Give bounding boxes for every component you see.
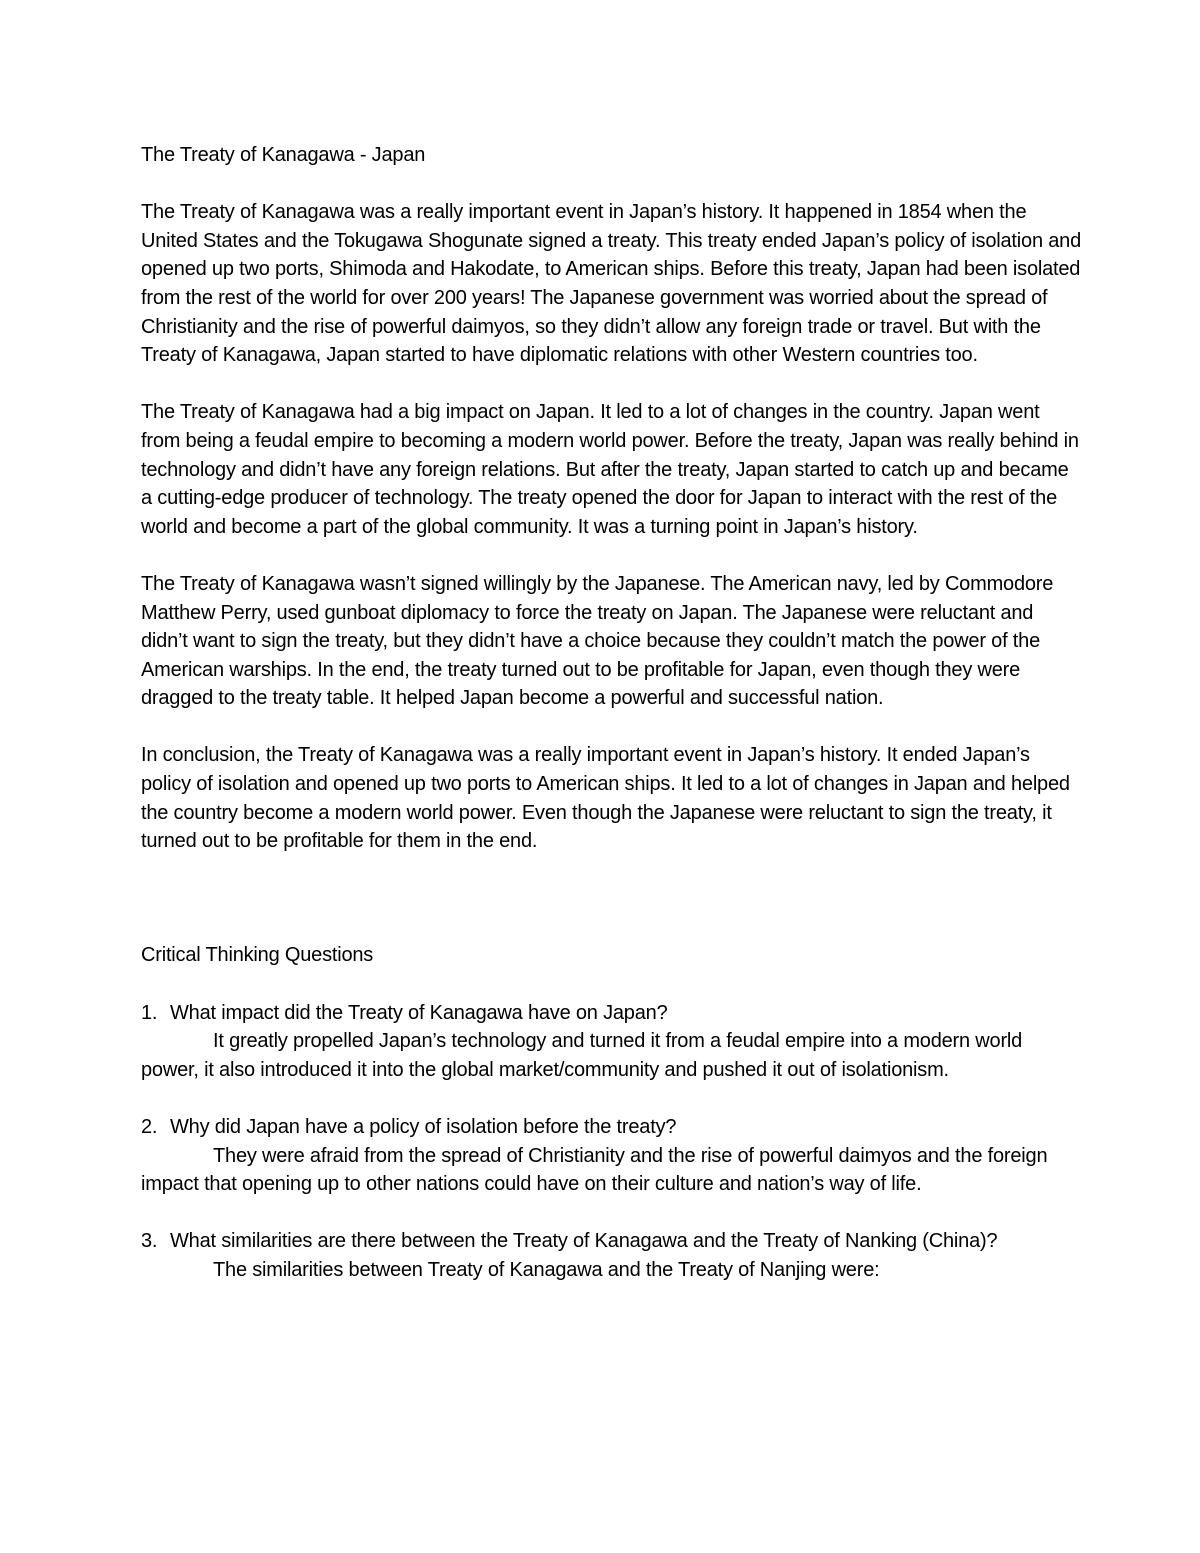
question-number: 3. — [141, 1230, 158, 1253]
question-text: What similarities are there between the Treaty of Kanagawa and the Treaty of Nanking (China)? — [170, 1230, 998, 1253]
document-body — [141, 141, 1081, 1313]
question-number: 1. — [141, 1001, 158, 1024]
section-spacer — [141, 884, 1081, 941]
paragraph-intro: The Treaty of Kanagawa was a really important event in Japan’s history. It happened in 1854 when the United States and the Tokugawa Shogunate signed a treaty. This treaty ended Japan’s policy of isolation and opened up two ports, Shimoda and Hakodate, to American ships. Before this treaty, Japan had been isolated from the rest of the world for over 200 years! The Japanese government was worried about the spread of Christianity and the rise of powerful daimyos, so they didn’t allow any foreign trade or travel. But with the Treaty of Kanagawa, Japan started to have diplomatic relations with other Western countries too. — [141, 201, 1081, 367]
question-item-3 — [141, 1227, 1081, 1284]
paragraph-impact: The Treaty of Kanagawa had a big impact on Japan. It led to a lot of changes in the country. Japan went from being a feudal empire to becoming a modern world power. Before the treaty, Japan was really behind in technology and didn’t have any foreign relations. But after the treaty, Japan started to catch up and became a cutting-edge producer of technology. The treaty opened the door for Japan to interact with the rest of the world and become a part of the global community. It was a turning point in Japan’s history. — [141, 401, 1079, 538]
paragraph-signing: The Treaty of Kanagawa wasn’t signed willingly by the Japanese. The American navy, led by Commodore Matthew Perry, used gunboat diplomacy to force the treaty on Japan. The Japanese were reluctant and didn’t want to sign the treaty, but they didn’t have a choice because they couldn’t match the power of the American warships. In the end, the treaty turned out to be profitable for Japan, even though they were dragged to the treaty table. It helped Japan become a powerful and successful nation. — [141, 572, 1054, 710]
question-number: 2. — [141, 1116, 158, 1138]
answer-1: It greatly propelled Japan’s technology and turned it from a feudal empire into a modern world power, it also introduced it into the global market/community and pushed it out of isolationism. — [141, 1030, 1023, 1081]
answer-2: They were afraid from the spread of Christianity and the rise of powerful daimyos and the foreign impact that opening up to other nations could have on their culture and nation’s way of life. — [141, 1144, 1048, 1196]
paragraph-conclusion: In conclusion, the Treaty of Kanagawa was a really important event in Japan’s history. It ended Japan’s policy of isolation and opened up two ports to American ships. It led to a lot of changes in Japan and helped the country become a modern world power. Even though the Japanese were reluctant to sign the treaty, it turned out to be profitable for them in the end. — [141, 744, 1070, 853]
question-3 — [141, 1227, 1081, 1256]
question-text: What impact did the Treaty of Kanagawa have on Japan? — [170, 1001, 668, 1024]
document-title: The Treaty of Kanagawa - Japan — [141, 144, 426, 166]
answer-3: The similarities between Treaty of Kanagawa and the Treaty of Nanjing were: — [213, 1258, 880, 1281]
questions-heading: Critical Thinking Questions — [141, 944, 374, 967]
question-item-2 — [141, 1113, 1081, 1199]
question-2 — [141, 1113, 1081, 1142]
question-1 — [141, 999, 1081, 1028]
question-item-1 — [141, 999, 1081, 1085]
question-text: Why did Japan have a policy of isolation before the treaty? — [170, 1116, 677, 1138]
